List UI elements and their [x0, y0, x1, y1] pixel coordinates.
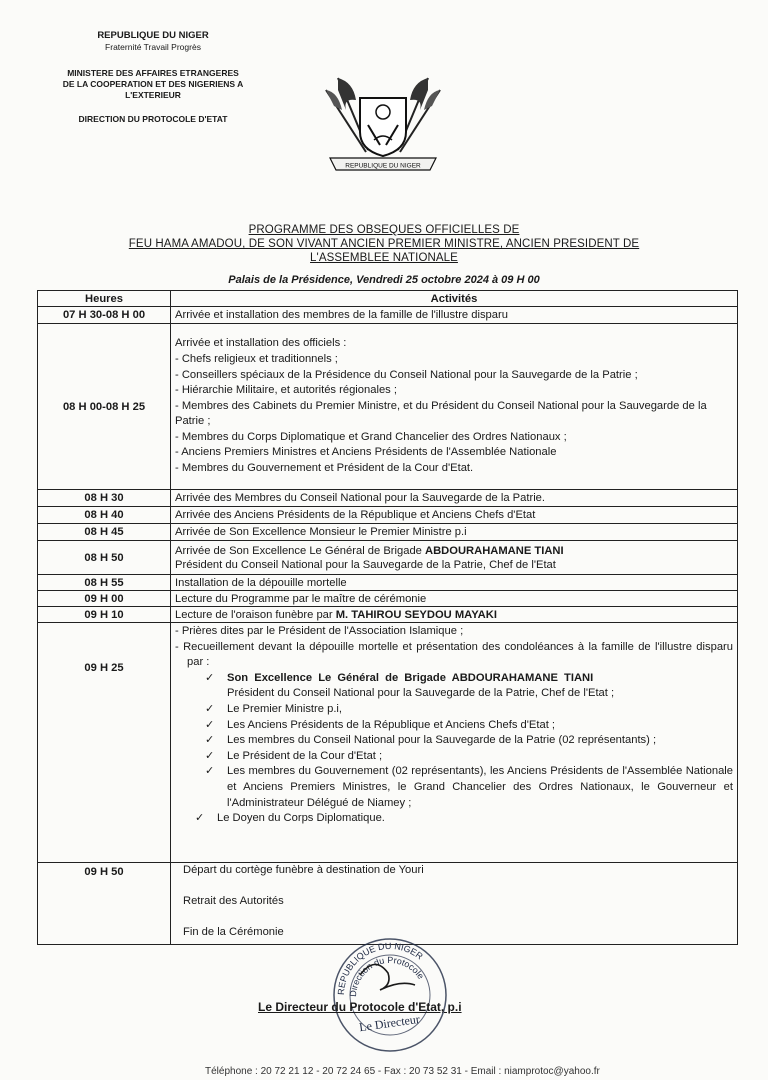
check-mark-icon: ✓ [205, 749, 215, 762]
row-activity: Arrivée et installation des membres de la famille de l'illustre disparu [171, 307, 738, 324]
row-hour: 09 H 50 [38, 863, 171, 945]
activity-text: Lecture de l'oraison funèbre par [175, 608, 336, 621]
activity-item: - Membres des Cabinets du Premier Ministre, et du Président du Conseil National pour la Sauvegarde de la Patrie ; [175, 399, 707, 428]
check-item-text: Le Président de la Cour d'Etat ; [227, 749, 383, 762]
footer-contact: Téléphone : 20 72 21 12 - 20 72 24 65 - Fax : 20 73 52 31 - Email : niamprotoc@yahoo.fr [205, 1066, 600, 1077]
document-title-line: L'ASSEMBLEE NATIONALE [310, 252, 458, 264]
table-header-row [38, 291, 738, 307]
table-row [38, 591, 738, 607]
check-mark-icon: ✓ [205, 734, 215, 747]
check-item [205, 671, 733, 702]
document-title-line: PROGRAMME DES OBSEQUES OFFICIELLES DE [248, 224, 520, 236]
column-header-hours: Heures [38, 291, 171, 307]
row-activity [171, 607, 738, 623]
check-item-detail: Président du Conseil National pour la Sauvegarde de la Patrie, Chef de l'Etat ; [227, 687, 615, 700]
row-hour: 08 H 00-08 H 25 [38, 324, 171, 490]
table-row [38, 607, 738, 623]
check-item [205, 764, 733, 811]
row-activity [171, 623, 738, 863]
row-activity: Arrivée de Son Excellence Monsieur le Premier Ministre p.i [171, 524, 738, 541]
activity-intro: Arrivée et installation des officiels : [175, 337, 347, 350]
row-hour: 09 H 00 [38, 591, 171, 607]
check-mark-icon: ✓ [205, 702, 215, 715]
activity-item: - Anciens Premiers Ministres et Anciens Présidents de l'Assemblée Nationale [175, 446, 557, 459]
row-hour: 08 H 50 [38, 541, 171, 575]
table-row [38, 490, 738, 507]
check-mark-icon: ✓ [205, 765, 215, 778]
stamp-mid-path: Direction du Protocole [347, 954, 427, 998]
table-row [38, 307, 738, 324]
check-item [205, 718, 733, 734]
niger-coat-of-arms-icon [308, 70, 458, 178]
row-hour: 08 H 55 [38, 575, 171, 591]
row-activity: Installation de la dépouille mortelle [171, 575, 738, 591]
check-item-text: Les membres du Conseil National pour la Sauvegarde de la Patrie (02 représentants) ; [227, 734, 657, 747]
signatory-title: Le Directeur du Protocole d'Etat, p.i [258, 1000, 462, 1014]
letterhead [28, 30, 278, 124]
row-hour: 08 H 45 [38, 524, 171, 541]
activity-item: - Prières dites par le Président de l'Association Islamique ; [175, 625, 464, 637]
row-hour: 09 H 10 [38, 607, 171, 623]
check-item [205, 702, 733, 718]
row-activity: Lecture du Programme par le maître de cérémonie [171, 591, 738, 607]
emblem-ribbon-text: REPUBLIQUE DU NIGER [345, 162, 421, 170]
activity-line: Fin de la Cérémonie [183, 926, 284, 938]
activity-item: - Hiérarchie Militaire, et autorités régionales ; [175, 384, 397, 397]
official-stamp [330, 935, 450, 1055]
row-hour: 08 H 40 [38, 507, 171, 524]
activity-item: - Conseillers spéciaux de la Présidence du Conseil National pour la Sauvegarde de la Patrie ; [175, 368, 638, 381]
document-title-line: FEU HAMA AMADOU, DE SON VIVANT ANCIEN PREMIER MINISTRE, ANCIEN PRESIDENT DE [128, 238, 640, 250]
row-activity: Arrivée des Membres du Conseil National pour la Sauvegarde de la Patrie. [171, 490, 738, 507]
check-item [205, 749, 733, 765]
check-item-text: Le Doyen du Corps Diplomatique. [217, 812, 385, 825]
activity-item: - Chefs religieux et traditionnels ; [175, 352, 338, 365]
check-item-bold: Son Excellence Le Général de Brigade ABDOURAHAMANE TIANI [227, 671, 594, 684]
check-item-text: Les Anciens Présidents de la République et Anciens Chefs d'Etat ; [227, 718, 556, 731]
ministry-line: MINISTERE DES AFFAIRES ETRANGERES [67, 68, 239, 78]
column-header-activities: Activités [171, 291, 738, 307]
activity-name-bold: ABDOURAHAMANE TIANI [425, 544, 564, 557]
table-row [38, 524, 738, 541]
event-location-date: Palais de la Présidence, Vendredi 25 octobre 2024 à 09 H 00 [228, 274, 540, 286]
table-row [38, 575, 738, 591]
check-item [205, 733, 733, 749]
check-mark-icon: ✓ [205, 671, 215, 684]
check-mark-icon: ✓ [205, 718, 215, 731]
check-item [195, 811, 733, 827]
activity-line [175, 544, 733, 558]
activity-name-bold: M. TAHIROU SEYDOU MAYAKI [335, 608, 497, 621]
row-activity: Arrivée des Anciens Présidents de la République et Anciens Chefs d'Etat [171, 507, 738, 524]
check-item-text: Les membres du Gouvernement (02 représentants), les Anciens Présidents de l'Assemblée Nationale et Anciens Premiers Ministres, le Grand Chancelier des Ordres Nationaux, le Gouverneur et l'Administrateur Délégué de Niamey ; [227, 765, 733, 809]
row-activity [171, 324, 738, 490]
activity-line: Retrait des Autorités [183, 895, 284, 907]
country-name: REPUBLIQUE DU NIGER [97, 30, 209, 41]
activity-item: - Membres du Corps Diplomatique et Grand Chancelier des Ordres Nationaux ; [175, 430, 567, 443]
check-item-text [227, 671, 733, 702]
activity-text: Arrivée de Son Excellence Le Général de Brigade [175, 544, 426, 557]
table-row [38, 507, 738, 524]
ministry-name [28, 68, 278, 101]
activity-line: Départ du cortège funèbre à destination de Youri [183, 864, 424, 876]
row-activity [171, 863, 738, 945]
row-hour: 09 H 25 [38, 623, 171, 863]
table-row [38, 623, 738, 863]
row-activity [171, 541, 738, 575]
table-row [38, 541, 738, 575]
row-hour: 07 H 30-08 H 00 [38, 307, 171, 324]
programme-table [37, 290, 738, 945]
table-row [38, 324, 738, 490]
ministry-line: L'EXTERIEUR [125, 90, 181, 100]
row-hour: 08 H 30 [38, 490, 171, 507]
stamp-outer-path: REPUBLIQUE DU NIGER [335, 940, 425, 996]
ministry-line: DE LA COOPERATION ET DES NIGERIENS A [62, 79, 244, 89]
national-motto: Fraternité Travail Progrès [105, 42, 201, 52]
activity-item: - Recueillement devant la dépouille mortelle et présentation des condoléances à la famille de l'illustre disparu par : [175, 640, 733, 669]
direction-name: DIRECTION DU PROTOCOLE D'ETAT [78, 114, 228, 124]
table-row [38, 863, 738, 945]
stamp-inner-text: Le Directeur [358, 1011, 421, 1035]
check-mark-icon: ✓ [195, 812, 205, 825]
activity-item: - Membres du Gouvernement et Président de la Cour d'Etat. [175, 462, 474, 475]
check-item-text: Le Premier Ministre p.i, [227, 702, 343, 715]
activity-line: Président du Conseil National pour la Sauvegarde de la Patrie, Chef de l'Etat [175, 558, 556, 571]
